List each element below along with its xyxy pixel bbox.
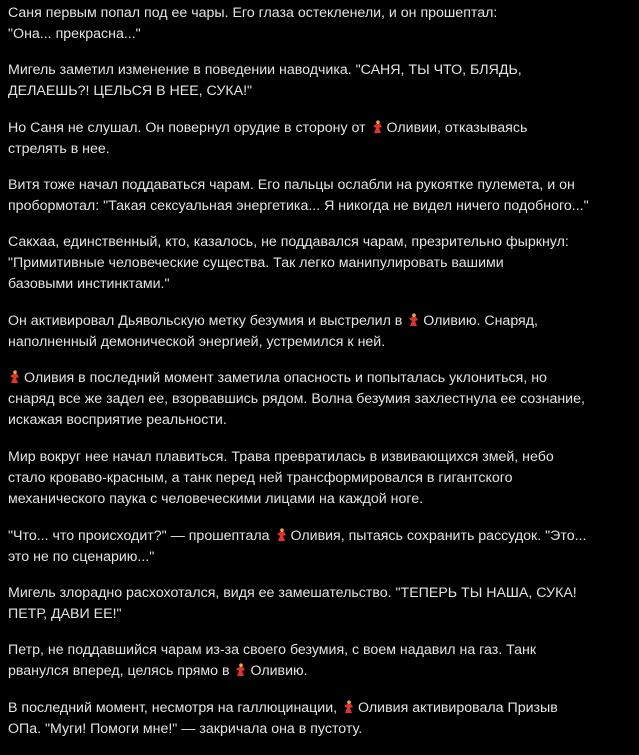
- paragraph-text: "Что... что происходит?" — прошептала: [8, 528, 274, 544]
- paragraph: [8, 3, 630, 45]
- dancer-emoji-icon: [8, 370, 21, 384]
- paragraph-text: Витя тоже начал поддаваться чарам. Его пальцы ослабли на рукоятке пулемета, и он пробормотал: "Такая сексуальная энергетика... Я никогда не видел ничего подобного...": [8, 177, 589, 214]
- paragraph: [8, 232, 630, 295]
- paragraph: [8, 118, 630, 160]
- paragraph: [8, 447, 630, 510]
- paragraph: [8, 368, 630, 431]
- paragraph: [8, 311, 630, 353]
- paragraph-text: Петр, не поддавшийся чарам из-за своего безумия, с воем надавил на газ. Танк рванулся вперед, целясь прямо в: [8, 642, 537, 679]
- paragraph: [8, 640, 630, 682]
- paragraph: [8, 526, 630, 568]
- paragraph: [8, 583, 630, 625]
- paragraph-text: Оливию. Снаряд, наполненный демонической энергией, устремился к ней.: [8, 313, 538, 350]
- paragraph-text: Оливия, пытаясь сохранить рассудок. "Это... это не по сценарию...": [8, 528, 587, 565]
- paragraph-text: Саня первым попал под ее чары. Его глаза остекленели, и он прошептал: "Она... прекрасна...": [8, 5, 498, 42]
- paragraph-text: Мигель заметил изменение в поведении наводчика. "САНЯ, ТЫ ЧТО, БЛЯДЬ, ДЕЛАЕШЬ?! ЦЕЛЬСЯ В НЕЕ, СУКА!": [8, 62, 522, 99]
- paragraph-text: В последний момент, несмотря на галлюцинации,: [8, 700, 342, 716]
- paragraph-text: Сакхаа, единственный, кто, казалось, не поддавался чарам, презрительно фыркнул: "Примитивные человеческие существа. Так легко манипулировать вашими базовыми инстинктами.": [8, 234, 569, 292]
- paragraph: [8, 698, 630, 740]
- dancer-emoji-icon: [342, 700, 355, 714]
- paragraph-text: Оливия активировала Призыв ОПа. "Муги! Помоги мне!" — закричала она в пустоту.: [8, 700, 558, 737]
- dancer-emoji-icon: [371, 120, 384, 134]
- paragraph-text: Но Саня не слушал. Он повернул орудие в сторону от: [8, 120, 370, 136]
- dancer-emoji-icon: [407, 313, 420, 327]
- paragraph-text: Оливию.: [250, 663, 308, 679]
- paragraph-text: Оливии, отказываясь стрелять в нее.: [8, 120, 528, 157]
- paragraph-text: Мир вокруг нее начал плавиться. Трава превратилась в извивающихся змей, небо стало кроваво-красным, а танк перед ней трансформировался в гигантского механического паука с человеческими лицами на каждой ноге.: [8, 449, 554, 507]
- paragraph: [8, 175, 630, 217]
- paragraph-text: Мигель злорадно расхохотался, видя ее замешательство. "ТЕПЕРЬ ТЫ НАША, СУКА! ПЕТР, ДАВИ ЕЕ!": [8, 585, 577, 622]
- dancer-emoji-icon: [275, 528, 288, 542]
- paragraph: [8, 60, 630, 102]
- paragraph-text: Он активировал Дьявольскую метку безумия и выстрелил в: [8, 313, 407, 329]
- paragraph-text: Оливия в последний момент заметила опасность и попыталась уклониться, но снаряд все же задел ее, взорвавшись рядом. Волна безумия захлестнула ее сознание, искажая восприятие реальности.: [8, 370, 585, 428]
- dancer-emoji-icon: [234, 663, 247, 677]
